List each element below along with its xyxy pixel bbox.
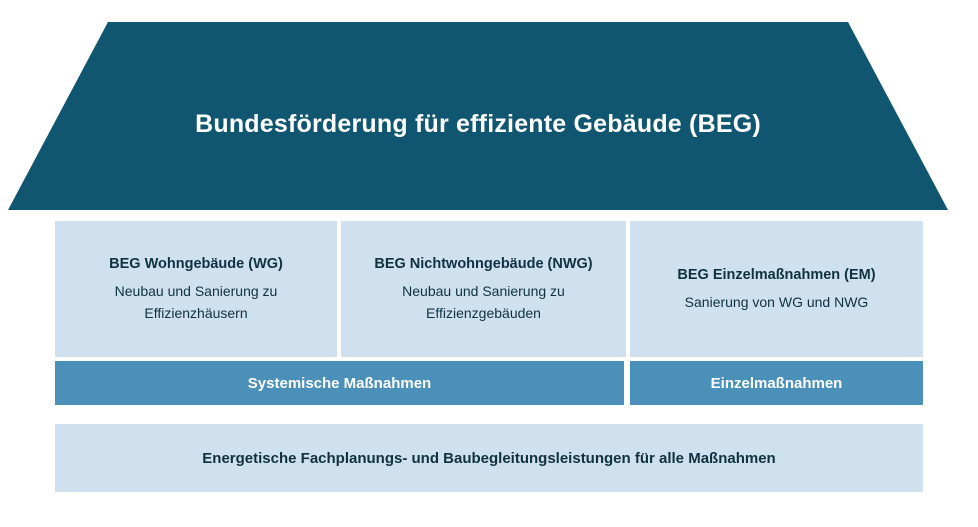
pillar-einzelmassnahmen xyxy=(630,221,923,357)
base-fachplanung-baubegleitung: Energetische Fachplanungs- und Baubegleitungsleistungen für alle Maßnahmen xyxy=(55,424,923,492)
pillar-nichtwohngebaeude-title: BEG Nichtwohngebäude (NWG) xyxy=(374,255,593,272)
pillar-wohngebaeude xyxy=(55,221,337,357)
diagram-roof xyxy=(8,22,948,210)
pillar-nichtwohngebaeude-subtitle: Neubau und Sanierung zu Effizienzgebäuden xyxy=(402,282,565,321)
pillar-wohngebaeude-title: BEG Wohngebäude (WG) xyxy=(109,255,283,272)
diagram-title: Bundesförderung für effiziente Gebäude (BEG) xyxy=(195,109,761,138)
band-einzelmassnahmen: Einzelmaßnahmen xyxy=(630,361,923,405)
band-systemische-massnahmen: Systemische Maßnahmen xyxy=(55,361,624,405)
pillar-einzelmassnahmen-subtitle: Sanierung von WG und NWG xyxy=(684,293,869,310)
pillar-nichtwohngebaeude xyxy=(341,221,626,357)
pillar-einzelmassnahmen-title: BEG Einzelmaßnahmen (EM) xyxy=(677,266,876,283)
pillars-row xyxy=(55,221,923,357)
pillar-wohngebaeude-subtitle: Neubau und Sanierung zu Effizienzhäusern xyxy=(114,282,278,321)
